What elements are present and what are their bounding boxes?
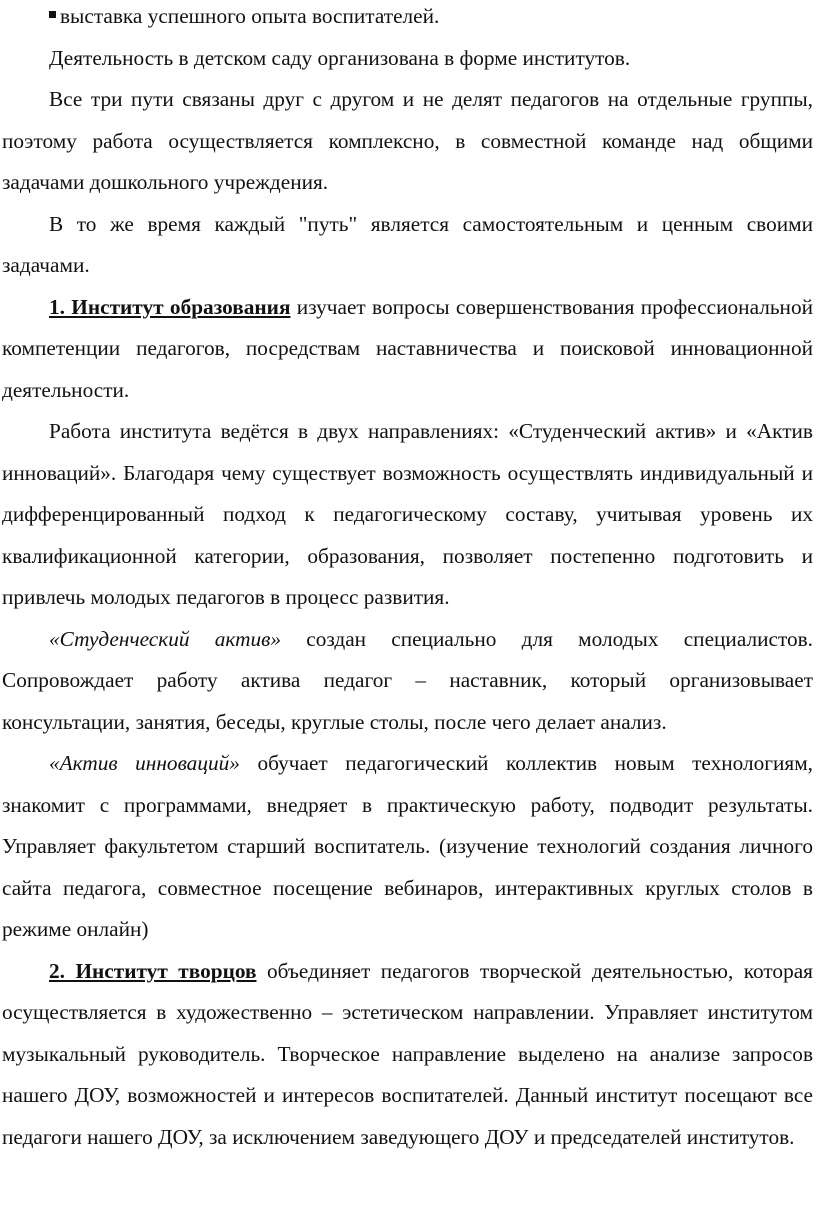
bullet-list-item: [2, 0, 813, 38]
innovation-active-text: обучает педагогический коллектив новым технологиям, знакомит с программами, внедряет в практическую работу, подводит результаты. Управляет факультетом старший воспитатель. (изучение технологий создания личного сайта педагога, совместное посещение вебинаров, интерактивных круглых столов в режиме онлайн): [2, 751, 813, 941]
bullet-item-text: выставка успешного опыта воспитателей.: [60, 4, 440, 28]
innovation-active-title: «Актив инноваций»: [49, 751, 240, 775]
creators-institute-text: объединяет педагогов творческой деятельностью, которая осуществляется в художественно – эстетическом направлении. Управляет институтом музыкальный руководитель. Творческое направление выделено на анализе запросов нашего ДОУ, возможностей и интересов воспитателей. Данный институт посещают все педагоги нашего ДОУ, за исключением заведующего ДОУ и председателей институтов.: [2, 958, 813, 1149]
paragraph-each-path: В то же время каждый "путь" является самостоятельным и ценным своими задачами.: [2, 211, 813, 277]
paragraph-three-paths: Все три пути связаны друг с другом и не делят педагогов на отдельные группы, поэтому работа осуществляется комплексно, в совместной команде над общими задачами дошкольного учреждения.: [2, 87, 813, 194]
paragraph-innovation-active: [2, 743, 813, 951]
student-active-text: создан специально для молодых специалистов. Сопровождает работу актива педагог – наставник, который организовывает консультации, занятия, беседы, круглые столы, после чего делает анализ.: [2, 626, 813, 734]
paragraph-creators-institute: [2, 951, 813, 1159]
paragraph-institute-work: Работа института ведётся в двух направлениях: «Студенческий актив» и «Актив инноваций». Благодаря чему существует возможность осуществлять индивидуальный и дифференцированный подход к педагогическому составу, учитывая уровень их квалификационной категории, образования, позволяет постепенно подготовить и привлечь молодых педагогов в процесс развития.: [2, 419, 813, 609]
paragraph-education-institute: [2, 287, 813, 412]
creators-institute-heading: 2. Институт творцов: [49, 958, 257, 983]
education-institute-heading: 1. Институт образования: [49, 294, 291, 319]
paragraph-student-active: [2, 619, 813, 744]
paragraph-institutes-intro: Деятельность в детском саду организована в форме институтов.: [49, 45, 631, 70]
education-institute-text: изучает вопросы совершенствования профессиональной компетенции педагогов, посредствам наставничества и поисковой инновационной деятельности.: [2, 294, 813, 402]
student-active-title: «Студенческий актив»: [49, 626, 281, 651]
square-bullet-icon: [49, 11, 56, 18]
